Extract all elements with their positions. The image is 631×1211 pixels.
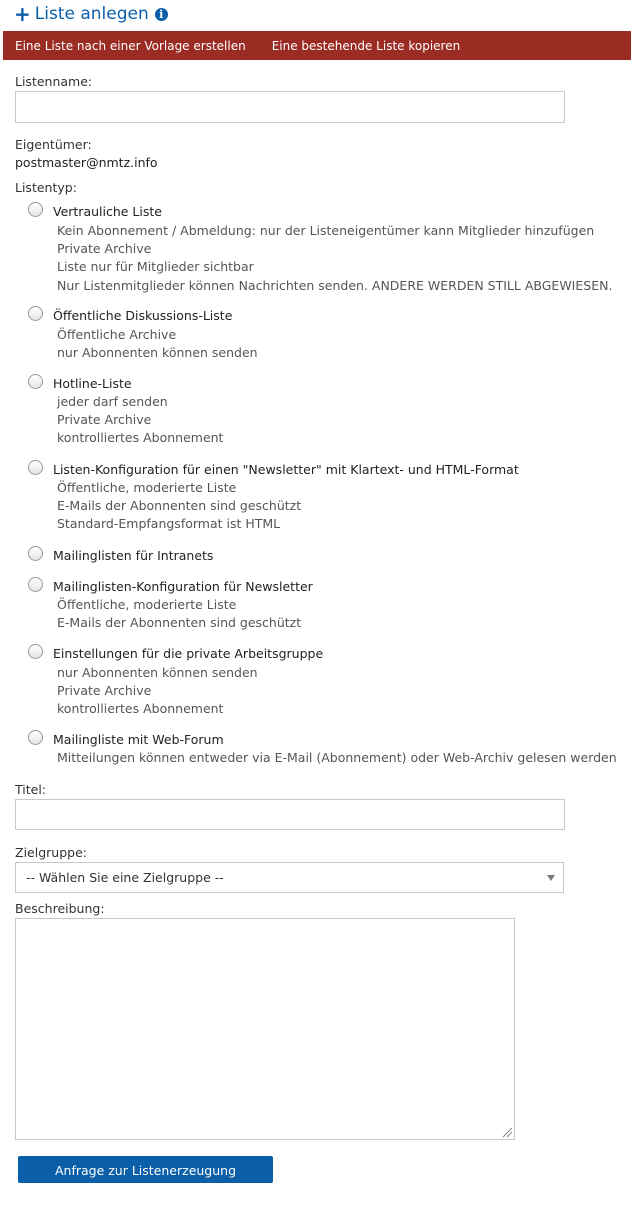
radio-hotline-liste[interactable] [28,374,43,389]
audience-selected-value: -- Wählen Sie eine Zielgruppe -- [26,870,224,885]
option-description: Kein Abonnement / Abmeldung: nur der Listeneigentümer kann Mitglieder hinzufügen Private Archive Liste nur für Mitglieder sichtbar Nur Listenmitglieder können Nachrichten senden. ANDERE WERDEN STILL ABGEWIESEN. [57,223,613,293]
option-title: Mailinglisten für Intranets [53,548,214,563]
option-title: Mailinglisten-Konfiguration für Newsletter [53,579,313,594]
radio-intranet[interactable] [28,546,43,561]
radio-vertrauliche-liste[interactable] [28,202,43,217]
option-description: jeder darf senden Private Archive kontrolliertes Abonnement [57,394,224,446]
tab-copy-list[interactable]: Eine bestehende Liste kopieren [271,38,461,53]
radio-private-arbeitsgruppe[interactable] [28,644,43,659]
owner-label: Eigentümer: [15,137,92,152]
info-icon[interactable]: i [155,8,168,21]
option-title: Hotline-Liste [53,376,132,391]
page-title [14,4,168,24]
listname-input[interactable] [15,91,565,123]
option-description: Öffentliche, moderierte Liste E-Mails der Abonnenten sind geschützt Standard-Empfangsformat ist HTML [57,480,302,532]
radio-newsletter-html[interactable] [28,460,43,475]
option-description: nur Abonnenten können senden Private Archive kontrolliertes Abonnement [57,665,258,717]
option-description: Mitteilungen können entweder via E-Mail (Abonnement) oder Web-Archiv gelesen werden [57,750,617,765]
listname-label: Listenname: [15,74,93,89]
option-title: Vertrauliche Liste [53,204,162,219]
title-input[interactable] [15,799,565,830]
radio-oeffentliche-diskussions-liste[interactable] [28,306,43,321]
audience-label: Zielgruppe: [15,845,87,860]
page-title-text: Liste anlegen [34,4,149,24]
option-title: Öffentliche Diskussions-Liste [53,308,233,323]
owner-value: postmaster@nmtz.info [15,155,158,170]
radio-web-forum[interactable] [28,730,43,745]
description-textarea[interactable] [15,918,515,1140]
tab-bar [3,31,631,60]
audience-select[interactable] [15,862,564,893]
resize-handle-icon[interactable] [501,1126,513,1138]
tab-from-template[interactable]: Eine Liste nach einer Vorlage erstellen [15,38,246,53]
description-label: Beschreibung: [15,901,105,916]
listtype-label: Listentyp: [15,180,77,195]
plus-icon: + [14,2,31,26]
option-description: Öffentliche, moderierte Liste E-Mails der Abonnenten sind geschützt [57,597,302,631]
title-label: Titel: [15,782,46,797]
option-title: Mailingliste mit Web-Forum [53,732,224,747]
chevron-down-icon [547,875,555,881]
option-title: Listen-Konfiguration für einen "Newsletter" mit Klartext- und HTML-Format [53,462,519,477]
option-description: Öffentliche Archive nur Abonnenten können senden [57,327,258,361]
submit-button[interactable]: Anfrage zur Listenerzeugung absenden [18,1156,273,1183]
radio-newsletter[interactable] [28,577,43,592]
option-title: Einstellungen für die private Arbeitsgruppe [53,646,324,661]
